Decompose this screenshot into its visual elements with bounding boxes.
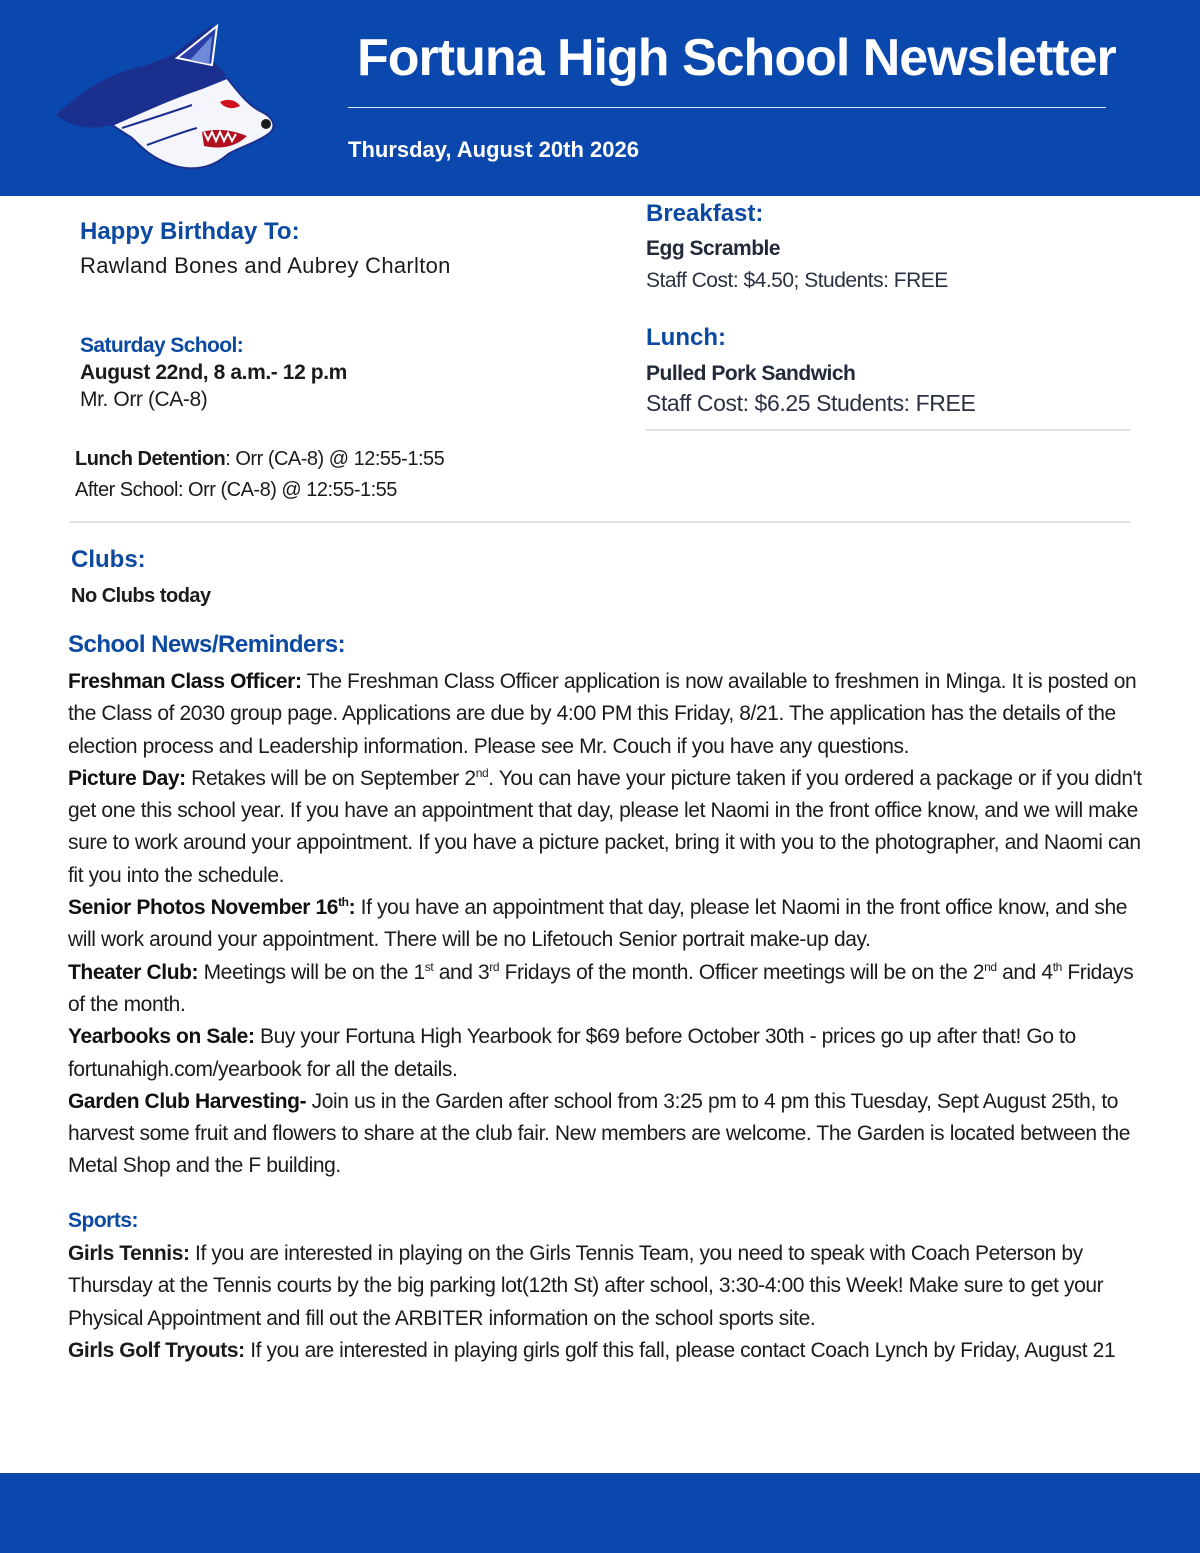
menu-divider [646, 429, 1130, 431]
newsletter-header [0, 0, 1200, 196]
news-theater-sup-3: nd [984, 959, 997, 974]
news-senior-text: If you have an appointment that day, please let Naomi in the front office know, and she will work around your appointment. There will be no Lifetouch Senior portrait make-up day. [68, 896, 1128, 952]
section-divider [70, 521, 1130, 523]
news-heading: School News/Reminders: [68, 631, 346, 658]
news-yearbook-label: Yearbooks on Sale: [68, 1025, 255, 1049]
saturday-school-teacher: Mr. Orr (CA-8) [80, 388, 208, 411]
breakfast-heading: Breakfast: [646, 200, 764, 227]
news-theater-sup-4: th [1052, 959, 1062, 974]
husky-mascot-icon [52, 20, 282, 175]
news-garden-club [68, 1086, 1143, 1183]
breakfast-cost: Staff Cost: $4.50; Students: FREE [646, 269, 948, 292]
news-theater-text-4: and 4 [996, 960, 1053, 984]
news-garden-text: Join us in the Garden after school from 3:25 pm to 4 pm this Tuesday, Sept August 25th, to harvest some fruit and flowers to share at the club fair. New members are welcome. The Garden is located between the Metal Shop and the F building. [68, 1089, 1131, 1178]
newsletter-footer [0, 1473, 1200, 1553]
sports-body [68, 1238, 1143, 1367]
sports-golf-label: Girls Golf Tryouts: [68, 1338, 245, 1362]
news-theater-text-2: and 3 [433, 960, 490, 984]
news-theater-text-3: Fridays of the month. Officer meetings will be on the 2 [499, 960, 985, 984]
sports-tennis-label: Girls Tennis: [68, 1242, 190, 1265]
birthday-heading: Happy Birthday To: [80, 218, 300, 245]
news-theater-sup-2: rd [489, 959, 500, 974]
news-yearbooks [68, 1021, 1143, 1086]
saturday-school-heading: Saturday School: [80, 334, 244, 357]
sports-girls-tennis [68, 1238, 1143, 1335]
clubs-text: No Clubs today [71, 585, 211, 607]
lunch-cost: Staff Cost: $6.25 Students: FREE [646, 390, 976, 416]
breakfast-item: Egg Scramble [646, 237, 781, 260]
news-theater-text-5: Fridays of the month. [68, 960, 1134, 1016]
news-body [68, 666, 1143, 1183]
news-picture-day [68, 763, 1143, 892]
news-theater-label: Theater Club: [68, 960, 199, 984]
sports-girls-golf [68, 1335, 1143, 1367]
lunch-detention-label: Lunch Detention [75, 448, 226, 470]
sports-tennis-text: If you are interested in playing on the Girls Tennis Team, you need to speak with Coach Peterson by Thursday at the Tennis courts by the big parking lot(12th St) after school, 3:30-4:00 this Week! Make sure to get your Physical Appointment and fill out the ARBITER information on the school sports site. [68, 1242, 1104, 1330]
sports-golf-text: If you are interested in playing girls golf this fall, please contact Coach Lynch by Friday, August 21 [244, 1338, 1116, 1362]
news-theater-text-1: Meetings will be on the 1 [198, 960, 425, 984]
news-garden-label: Garden Club Harvesting- [68, 1089, 307, 1113]
news-freshman-text: The Freshman Class Officer application is now available to freshmen in Minga. It is posted on the Class of 2030 group page. Applications are due by 4:00 PM this Friday, 8/21. The application has the details of the election process and Leadership information. Please see Mr. Couch if you have any questions. [68, 670, 1137, 758]
newsletter-date: Thursday, August 20th 2026 [348, 137, 639, 162]
birthday-names: Rawland Bones and Aubrey Charlton [80, 253, 451, 278]
news-yearbook-text: Buy your Fortuna High Yearbook for $69 before October 30th - prices go up after that! Go to fortunahigh.com/yearbook for all the details. [68, 1025, 1076, 1081]
news-senior-sup: th [338, 895, 349, 910]
news-senior-label-text: Senior Photos November 16 [68, 896, 339, 920]
news-senior-photos [68, 892, 1143, 957]
after-school-detention: After School: Orr (CA-8) @ 12:55-1:55 [75, 479, 397, 501]
lunch-detention [75, 448, 444, 471]
news-picture-text-2: . You can have your picture taken if you ordered a package or if you didn't get one this school year. If you have an appointment that day, please let Naomi in the front office know, and we will make sure to work around your appointment. If you have a picture packet, bring it with you to the photographer, and Naomi can fit you into the schedule. [68, 766, 1142, 887]
lunch-detention-value: : Orr (CA-8) @ 12:55-1:55 [225, 448, 445, 470]
news-theater-club [68, 957, 1143, 1022]
saturday-school-date: August 22nd, 8 a.m.- 12 p.m [80, 361, 347, 384]
news-senior-colon: : [348, 896, 356, 920]
news-picture-text-1: Retakes will be on September 2 [185, 766, 476, 790]
clubs-heading: Clubs: [71, 546, 146, 573]
lunch-item: Pulled Pork Sandwich [646, 362, 856, 385]
news-picture-label: Picture Day: [68, 766, 186, 790]
sports-heading: Sports: [68, 1209, 138, 1232]
news-freshman-officer [68, 666, 1143, 763]
news-picture-sup: nd [475, 765, 489, 780]
lunch-heading: Lunch: [646, 324, 726, 351]
newsletter-title: Fortuna High School Newsletter [357, 29, 1116, 87]
news-freshman-label: Freshman Class Officer: [68, 670, 302, 693]
news-senior-label [68, 896, 355, 919]
title-divider [348, 107, 1106, 108]
news-theater-sup-1: st [424, 959, 434, 974]
